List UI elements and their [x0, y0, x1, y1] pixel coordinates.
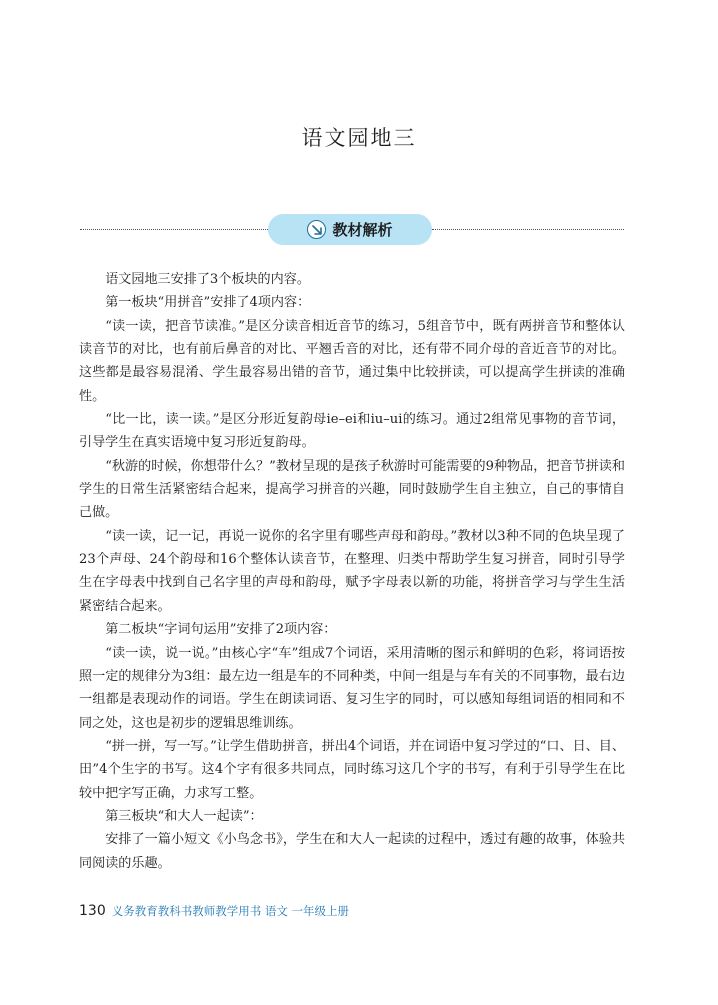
- section-divider-left: [80, 229, 268, 230]
- body-text: [79, 268, 625, 875]
- page-number: 130: [79, 903, 106, 919]
- paragraph: “秋游的时候，你想带什么？”教材呈现的是孩子秋游时可能需要的9种物品，把音节拼读和学生的日常生活紧密结合起来，提高学习拼音的兴趣，同时鼓励学生自主独立，自己的事情自己做。: [79, 458, 625, 521]
- page-title: 语文园地三: [301, 126, 417, 150]
- paragraph: “比一比，读一读。”是区分形近复韵母ie–ei和iu–ui的练习。通过2组常见事物的音节词，引导学生在真实语境中复习形近复韵母。: [79, 412, 625, 451]
- paragraph: 第二板块“字词句运用”安排了2项内容：: [105, 622, 337, 638]
- paragraph: “读一读，把音节读准。”是区分读音相近音节的练习，5组音节中，既有两拼音节和整体认读音节的对比，也有前后鼻音的对比、平翘舌音的对比，还有带不同介母的音近音节的对比。这些都是最容易混淆、学生最容易出错的音节，通过集中比较拼读，可以提高学生拼读的准确性。: [79, 318, 625, 404]
- page-footer: [79, 903, 349, 919]
- section-tag: [268, 214, 432, 245]
- paragraph: 安排了一篇小短文《小鸟念书》，学生在和大人一起读的过程中，透过有趣的故事，体验共同阅读的乐趣。: [79, 832, 625, 871]
- section-tag-label: 教材解析: [332, 221, 393, 239]
- down-right-arrow-icon: [307, 220, 326, 239]
- paragraph: “读一读，说一说。”由核心字“车”组成7个词语，采用清晰的图示和鲜明的色彩，将词语按照一定的规律分为3组：最左边一组是车的不同种类，中间一组是与车有关的不同事物，最右边一组都是表现动作的词语。学生在朗读词语、复习生字的同时，可以感知每组词语的相同和不同之处，这也是初步的逻辑思维训练。: [79, 645, 625, 731]
- paragraph: 第一板块“用拼音”安排了4项内容：: [105, 295, 311, 311]
- book-title: 义务教育教科书教师教学用书 语文 一年级上册: [111, 904, 350, 918]
- paragraph: 第三板块“和大人一起读”：: [105, 808, 263, 824]
- paragraph: “拼一拼，写一写。”让学生借助拼音，拼出4个词语，并在词语中复习学过的“口、日、目、田”4个生字的书写。这4个字有很多共同点，同时练习这几个字的书写，有利于引导学生在比较中把字写正确，力求写工整。: [79, 738, 625, 801]
- paragraph: 语文园地三安排了3个板块的内容。: [105, 272, 310, 287]
- section-divider-right: [432, 229, 624, 230]
- paragraph: “读一读，记一记，再说一说你的名字里有哪些声母和韵母。”教材以3种不同的色块呈现了23个声母、24个韵母和16个整体认读音节，在整理、归类中帮助学生复习拼音，同时引导学生在字母表中找到自己名字里的声母和韵母，赋予字母表以新的功能，将拼音学习与学生生活紧密结合起来。: [79, 528, 625, 614]
